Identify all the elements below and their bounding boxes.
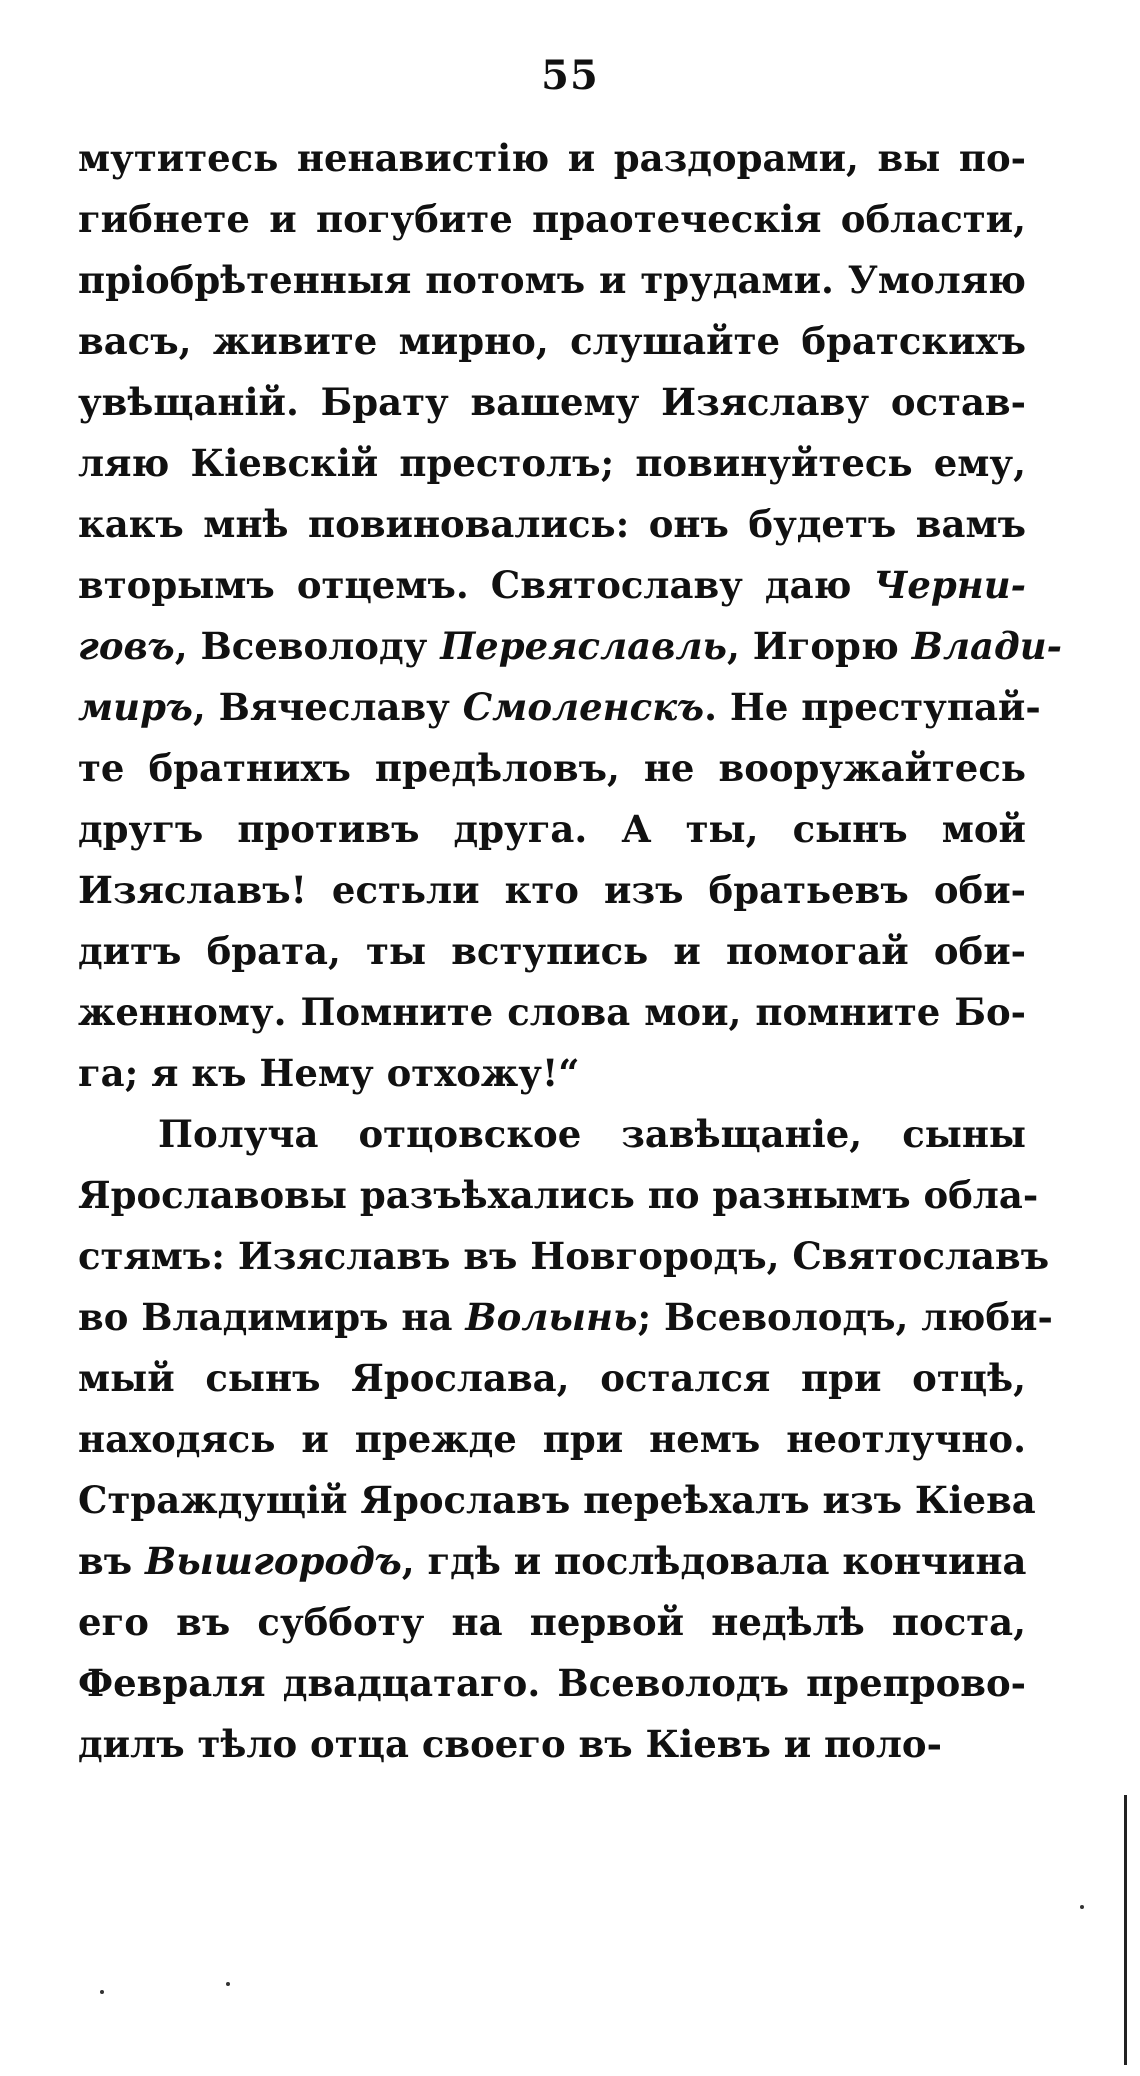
text-segment: . Не преступай- bbox=[704, 685, 1041, 729]
text-line bbox=[78, 1104, 1026, 1165]
text-segment: другъ противъ друга. А ты, сынъ мой bbox=[78, 807, 1026, 851]
text-line bbox=[78, 1165, 1039, 1226]
text-segment: ; Всеволодъ, люби- bbox=[637, 1295, 1053, 1339]
text-line bbox=[78, 982, 1026, 1043]
text-line bbox=[78, 128, 1026, 189]
text-line bbox=[78, 250, 1026, 311]
text-line bbox=[78, 433, 1026, 494]
text-segment: , Вячеславу bbox=[192, 685, 463, 729]
text-segment: какъ мнѣ повиновались: онъ будетъ вамъ bbox=[78, 502, 1026, 546]
text-segment: вторымъ отцемъ. Святославу даю bbox=[78, 563, 874, 607]
text-segment: , Всеволоду bbox=[174, 624, 441, 668]
text-segment: га; я къ Нему отхожу!“ bbox=[78, 1051, 580, 1095]
page-number: 55 bbox=[541, 52, 599, 99]
italic-place-name: Черни- bbox=[873, 563, 1026, 607]
text-segment: Февраля двадцатаго. Всеволодъ препрово- bbox=[78, 1661, 1026, 1705]
text-line bbox=[78, 372, 1026, 433]
scan-speck bbox=[226, 1982, 230, 1986]
text-segment: дилъ тѣло отца своего въ Кiевъ и поло- bbox=[78, 1722, 942, 1766]
text-line bbox=[78, 311, 1026, 372]
italic-place-name: Волынь bbox=[465, 1295, 638, 1339]
italic-place-name: Переяславль bbox=[440, 624, 727, 668]
italic-place-name: миръ bbox=[78, 685, 193, 729]
text-segment: мутитесь ненавистiю и раздорами, вы по- bbox=[78, 136, 1026, 180]
italic-place-name: Влади- bbox=[911, 624, 1063, 668]
text-segment: Ярославовы разъѣхались по разнымъ обла- bbox=[78, 1173, 1039, 1217]
text-line bbox=[78, 1287, 1053, 1348]
text-segment: во Владимиръ на bbox=[78, 1295, 466, 1339]
text-segment: , гдѣ и послѣдовала кончина bbox=[401, 1539, 1027, 1583]
text-segment: Изяславъ! естьли кто изъ братьевъ оби- bbox=[78, 868, 1026, 912]
text-segment: васъ, живите мирно, слушайте братскихъ bbox=[78, 319, 1026, 363]
text-line bbox=[78, 189, 1026, 250]
italic-place-name: Вышгородъ bbox=[144, 1539, 402, 1583]
text-line bbox=[78, 738, 1026, 799]
text-line bbox=[78, 1592, 1026, 1653]
text-segment: Получа отцовское завѣщанiе, сыны bbox=[158, 1112, 1026, 1156]
text-segment: Страждущiй Ярославъ переѣхалъ изъ Кiева bbox=[78, 1478, 1036, 1522]
scan-speck bbox=[100, 1990, 104, 1994]
right-margin-rule bbox=[1124, 1795, 1127, 2065]
text-line bbox=[78, 1714, 1026, 1775]
text-line bbox=[78, 616, 1063, 677]
text-line bbox=[78, 1409, 1026, 1470]
text-segment: те братнихъ предѣловъ, не вооружайтесь bbox=[78, 746, 1026, 790]
text-segment: стямъ: Изяславъ въ Новгородъ, Святославъ bbox=[78, 1234, 1050, 1278]
text-line bbox=[78, 494, 1026, 555]
text-segment: женному. Помните слова мои, помните Бо- bbox=[78, 990, 1026, 1034]
text-segment: , Игорю bbox=[726, 624, 912, 668]
text-segment: въ bbox=[78, 1539, 145, 1583]
text-line bbox=[78, 1226, 1050, 1287]
text-line bbox=[78, 1470, 1036, 1531]
italic-place-name: говъ bbox=[78, 624, 175, 668]
text-segment: его въ субботу на первой недѣлѣ поста, bbox=[78, 1600, 1026, 1644]
text-line bbox=[78, 1531, 1026, 1592]
text-line bbox=[78, 1348, 1026, 1409]
text-line bbox=[78, 555, 1026, 616]
italic-place-name: Смоленскъ bbox=[462, 685, 705, 729]
text-line bbox=[78, 799, 1026, 860]
text-line bbox=[78, 1043, 1026, 1104]
text-line bbox=[78, 860, 1026, 921]
body-text bbox=[78, 128, 1063, 1775]
text-segment: прiобрѣтенныя потомъ и трудами. Умоляю bbox=[78, 258, 1026, 302]
text-segment: дитъ брата, ты вступись и помогай оби- bbox=[78, 929, 1026, 973]
text-line bbox=[78, 1653, 1026, 1714]
text-segment: гибнете и погубите праотеческiя области, bbox=[78, 197, 1026, 241]
text-segment: находясь и прежде при немъ неотлучно. bbox=[78, 1417, 1026, 1461]
text-line bbox=[78, 677, 1041, 738]
text-segment: мый сынъ Ярослава, остался при отцѣ, bbox=[78, 1356, 1026, 1400]
text-segment: ляю Кiевскiй престолъ; повинуйтесь ему, bbox=[78, 441, 1026, 485]
scan-speck bbox=[1080, 1905, 1084, 1909]
text-line bbox=[78, 921, 1026, 982]
text-segment: увѣщанiй. Брату вашему Изяславу остав- bbox=[78, 380, 1026, 424]
